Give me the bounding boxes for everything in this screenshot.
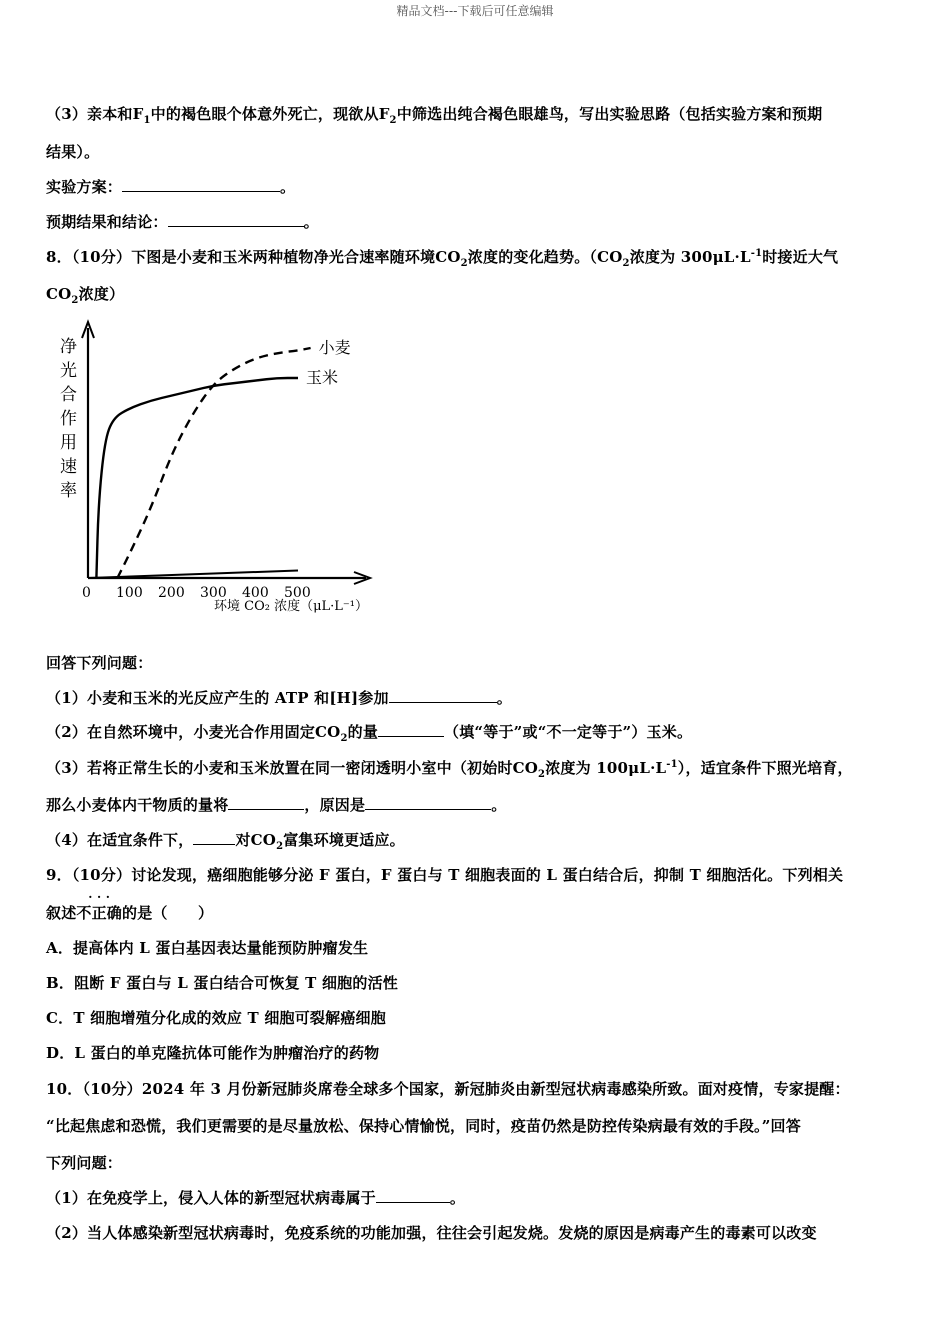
answer-blank[interactable] <box>376 1188 450 1203</box>
series-label: 小麦 <box>318 338 351 357</box>
photosynthesis-chart <box>48 310 388 620</box>
answer-blank[interactable] <box>168 212 304 227</box>
q9-option-c[interactable]: C．T 细胞增殖分化成的效应 T 细胞可裂解癌细胞 <box>46 1009 386 1027</box>
chart-curves <box>88 338 351 578</box>
q7-result-line: 预期结果和结论： 。 <box>46 213 319 231</box>
q9-option-d[interactable]: D．L 蛋白的单克隆抗体可能作为肿瘤治疗的药物 <box>46 1044 380 1062</box>
q8-part3-line2: 那么小麦体内干物质的量将 ，原因是 。 <box>46 796 507 814</box>
q7-plan-line: 实验方案： 。 <box>46 178 296 196</box>
y-label-char: 率 <box>60 481 77 501</box>
y-label-char: 用 <box>60 433 77 453</box>
q10-part2: （2）当人体感染新型冠状病毒时，免疫系统的功能加强，往往会引起发烧。发烧的原因是病毒产生的毒素可以改变 <box>46 1224 817 1242</box>
q8-part4: （4）在适宜条件下， 对$CO_2$富集环境更适应。 <box>46 831 405 852</box>
q9-stem: 9．（10分）讨论发现，癌细胞能够分泌 F 蛋白，F 蛋白与 T 细胞表面的 L 蛋白结合后，抑制 T 细胞活化。下列相关 <box>46 866 844 884</box>
y-label-char: 光 <box>60 361 77 381</box>
q8-part3-line1: （3）若将正常生长的小麦和玉米放置在同一密闭透明小室中（初始时$CO_2$浓度为 $100\mu L\cdot L^{-1}$），适宜条件下照光培育， <box>46 759 853 780</box>
answer-blank[interactable] <box>378 722 444 737</box>
y-axis-label <box>60 337 77 501</box>
x-tick-label: 500 <box>284 585 311 601</box>
x-tick-label: 0 <box>82 585 91 601</box>
answer-blank[interactable] <box>389 688 497 703</box>
q10-part1: （1）在免疫学上，侵入人体的新型冠状病毒属于 。 <box>46 1189 466 1207</box>
q7-part3-line1: （3）亲本和$F_1$中的褐色眼个体意外死亡，现欲从$F_2$中筛选出纯合褐色眼雄鸟，写出实验思路（包括实验方案和预期 <box>46 105 823 126</box>
series-label: 玉米 <box>306 368 339 387</box>
q9-stem-line2: 叙述 · · · 不正确的是（ ） <box>46 890 214 922</box>
chart-axes <box>82 322 370 584</box>
q8-part2: （2）在自然环境中，小麦光合作用固定$CO_2$的量 （填“等于”或“不一定等于”）玉米。 <box>46 723 693 744</box>
answer-blank[interactable] <box>193 830 235 845</box>
x-tick-label: 100 <box>116 585 143 601</box>
answer-blank[interactable] <box>122 177 280 192</box>
q8-prompt: 回答下列问题： <box>46 654 153 672</box>
emphasis-dots: · · · 不正确 <box>76 890 123 922</box>
q9-option-b[interactable]: B．阻断 F 蛋白与 L 蛋白结合可恢复 T 细胞的活性 <box>46 974 398 992</box>
y-label-char: 净 <box>60 337 77 357</box>
q10-stem-line1: 10．（10分）2024 年 3 月份新冠肺炎席卷全球多个国家，新冠肺炎由新型冠状病毒感染所致。面对疫情，专家提醒： <box>46 1080 850 1098</box>
y-label-char: 合 <box>60 385 77 405</box>
x-tick-label: 300 <box>200 585 227 601</box>
q8-stem-line2: $CO_2$浓度） <box>46 285 125 306</box>
q9-option-a[interactable]: A．提高体内 L 蛋白基因表达量能预防肿瘤发生 <box>46 939 369 957</box>
answer-blank[interactable] <box>228 795 304 810</box>
answer-blank[interactable] <box>365 795 491 810</box>
series-line <box>117 348 310 578</box>
x-tick-label: 200 <box>158 585 185 601</box>
y-label-char: 作 <box>60 409 77 429</box>
q8-stem-line1: 8．（10分）下图是小麦和玉米两种植物净光合速率随环境$CO_2$浓度的变化趋势。（$CO_2$浓度为 $300\mu L\cdot L^{-1}$时接近大气 <box>46 248 839 269</box>
q10-stem-line2: “比起焦虑和恐慌，我们更需要的是尽量放松、保持心情愉悦，同时，疫苗仍然是防控传染病最有效的手段。”回答 <box>46 1117 801 1135</box>
q10-stem-line3: 下列问题： <box>46 1154 123 1172</box>
q7-part3-line2: 结果）。 <box>46 143 100 161</box>
y-label-char: 速 <box>60 457 77 477</box>
x-tick-label: 400 <box>242 585 269 601</box>
document-header: 精品文档---下载后可任意编辑 <box>396 4 554 18</box>
q8-part1: （1）小麦和玉米的光反应产生的 ATP 和[H]参加 。 <box>46 689 512 707</box>
x-axis-label: 环境 CO₂ 浓度（μL·L⁻¹） <box>214 599 369 614</box>
